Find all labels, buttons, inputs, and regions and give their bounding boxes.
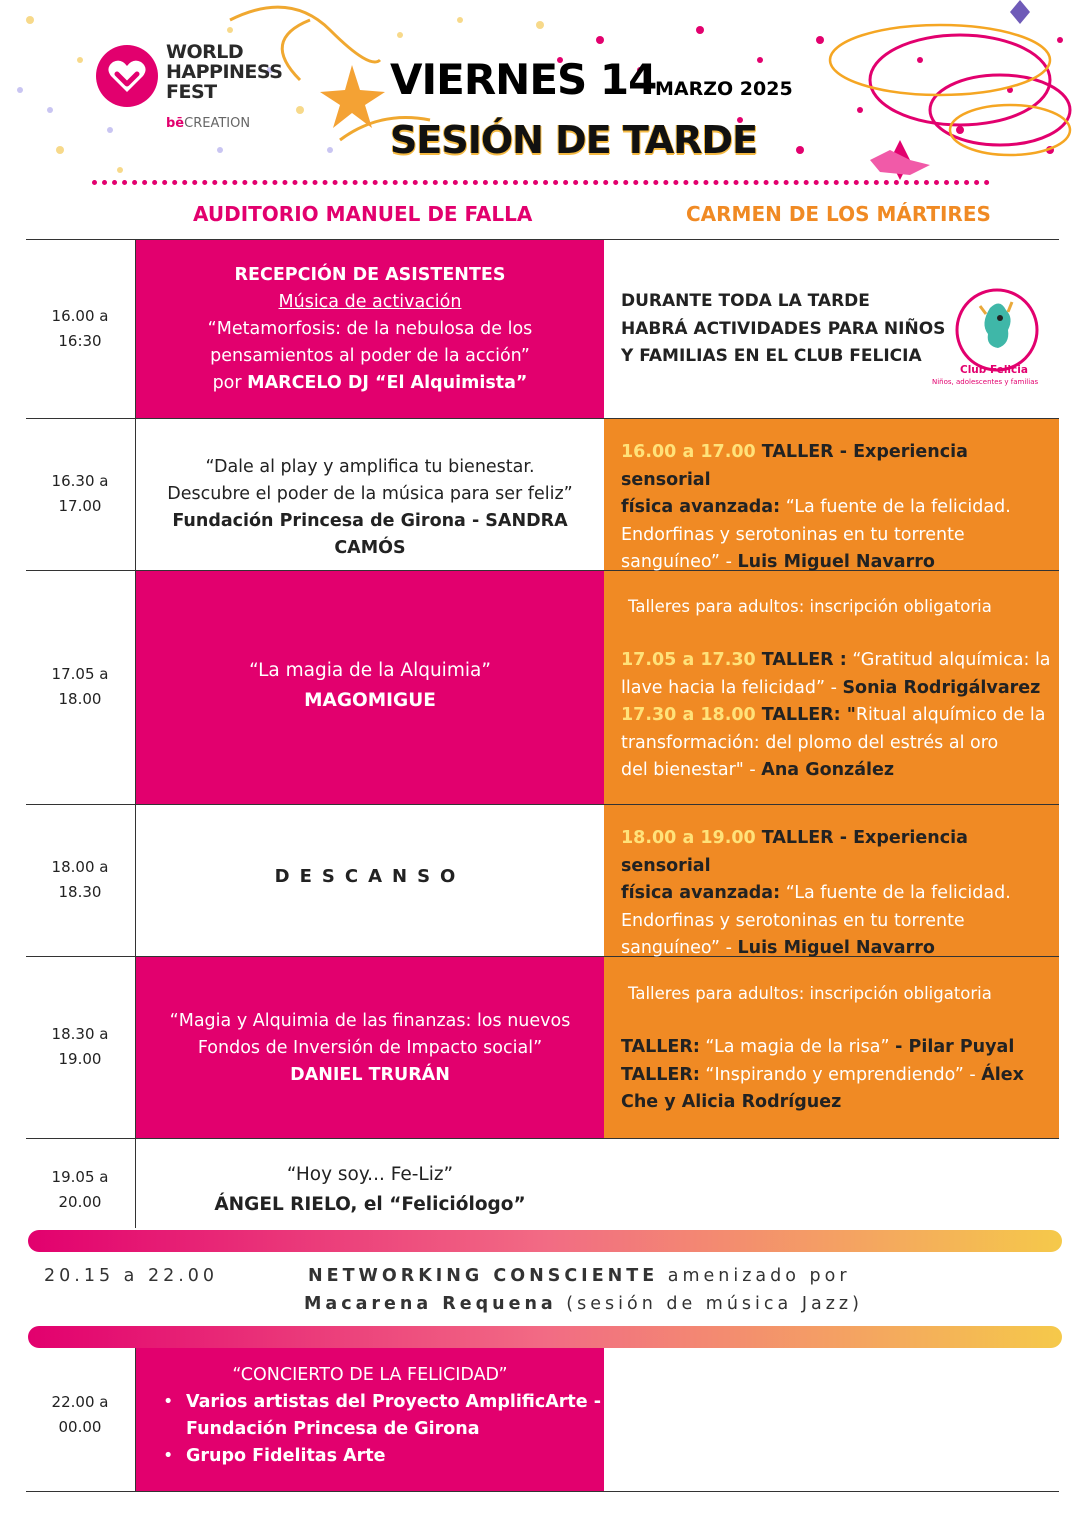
speaker-name: Álex	[981, 1064, 1024, 1085]
workshop-time: 16.00 a 17.00	[621, 442, 756, 462]
column-header-left: AUDITORIO MANUEL DE FALLA	[193, 202, 533, 226]
time-end: 20.00	[58, 1193, 102, 1211]
workshop-label: TALLER:	[621, 1037, 700, 1057]
dotted-divider	[92, 180, 990, 185]
time-end: 18.30	[58, 883, 102, 901]
note-line: DURANTE TODA LA TARDE	[621, 291, 870, 311]
session-title: “Hoy soy... Fe-Liz”	[286, 1164, 454, 1185]
time-end: 19.00	[58, 1050, 102, 1068]
adult-workshop-note: Talleres para adultos: inscripción obligatoria	[628, 597, 992, 616]
time-start: 18.00 a	[51, 858, 109, 876]
workshop-text: Endorfinas y serotoninas en tu torrente	[621, 524, 965, 545]
logo-line3: FEST	[166, 81, 217, 103]
logo-line2: HAPPINESS	[166, 61, 283, 83]
concert-item	[136, 1389, 604, 1443]
column-header-right: CARMEN DE LOS MÁRTIRES	[686, 202, 991, 226]
time-start: 19.05 a	[51, 1168, 109, 1186]
speaker-name: Sonia Rodrigálvarez	[842, 677, 1041, 698]
day-title: VIERNES 14	[390, 55, 657, 104]
time-slot	[26, 469, 134, 519]
speaker-name: Ana González	[761, 760, 895, 780]
gradient-divider	[28, 1326, 1062, 1348]
workshop-label: TALLER - Experiencia sensorial	[621, 442, 968, 490]
table-rule	[26, 418, 1059, 419]
concert-item-text: Fundación Princesa de Girona	[186, 1419, 480, 1439]
sponsor-logo	[166, 116, 250, 131]
table-rule	[26, 1138, 1059, 1139]
session-title: “La magia de la Alquimia”	[249, 660, 491, 681]
table-rule	[26, 239, 1059, 240]
note-line: Y FAMILIAS EN EL CLUB FELICIA	[621, 346, 922, 366]
workshop-text: “Inspirando y emprendiendo” -	[699, 1064, 982, 1085]
session-text: “Dale al play y amplifica tu bienestar.	[205, 457, 535, 477]
time-end: 18.00	[58, 690, 102, 708]
time-slot	[26, 662, 134, 712]
workshop-text: del bienestar" -	[621, 760, 762, 780]
workshop-text: “La fuente de la felicidad.	[780, 497, 1011, 517]
networking-text: (sesión de música Jazz)	[556, 1294, 863, 1314]
heart-logo-icon	[95, 44, 159, 108]
session-subtitle: Música de activación	[278, 292, 462, 312]
workshop-fuente-felicidad-2	[621, 825, 1051, 963]
workshop-text: “La fuente de la felicidad.	[780, 883, 1011, 903]
networking-title: NETWORKING CONSCIENTE	[308, 1266, 659, 1286]
workshop-label: TALLER: "	[755, 705, 856, 725]
speaker-name: ÁNGEL RIELO, el “Feliciólogo”	[214, 1194, 526, 1215]
time-start: 22.00 a	[51, 1393, 109, 1411]
session-text: pensamientos al poder de la acción”	[210, 346, 530, 366]
note-line: HABRÁ ACTIVIDADES PARA NIÑOS	[621, 318, 946, 339]
time-slot	[26, 1022, 134, 1072]
time-start: 17.05 a	[51, 665, 109, 683]
workshop-time: 17.30 a 18.00	[621, 705, 756, 725]
speaker-name: Luis Miguel Navarro	[737, 552, 935, 572]
session-text: “Metamorfosis: de la nebulosa de los	[207, 319, 533, 339]
session-finanzas	[136, 1008, 604, 1089]
concert-title: “CONCIERTO DE LA FELICIDAD”	[232, 1365, 508, 1385]
networking-line-1	[308, 1266, 851, 1286]
time-slot	[26, 304, 134, 354]
time-slot	[26, 1165, 134, 1215]
speaker-name: Fundación Princesa de Girona - SANDRA CAMÓS	[172, 511, 568, 558]
workshop-label: física avanzada:	[621, 883, 781, 903]
workshop-label: física avanzada:	[621, 497, 781, 517]
workshops-risa	[621, 1034, 1053, 1117]
speaker-name: MARCELO DJ “El Alquimista”	[247, 373, 528, 393]
time-slot	[26, 1390, 134, 1440]
workshop-label: TALLER :	[755, 650, 847, 670]
club-name: Club Felicia	[960, 364, 1028, 376]
speaker-name: Che y Alicia Rodríguez	[621, 1092, 842, 1112]
sponsor-brand: bē	[166, 116, 185, 131]
networking-text: amenizado por	[658, 1266, 851, 1286]
gradient-divider	[28, 1230, 1062, 1252]
session-title: SESIÓN DE TARDE	[390, 118, 758, 162]
workshop-text: Endorfinas y serotoninas en tu torrente	[621, 910, 965, 931]
workshop-text: “Gratitud alquímica: la	[846, 650, 1051, 670]
table-rule	[26, 1491, 1059, 1492]
concert-session	[136, 1362, 604, 1470]
concert-item-text: Grupo Fidelitas Arte	[186, 1446, 386, 1466]
session-dale-al-play	[136, 454, 604, 562]
time-end: 00.00	[58, 1418, 102, 1436]
concert-item	[136, 1443, 604, 1470]
time-slot	[26, 855, 134, 905]
time-start: 16.30 a	[51, 472, 109, 490]
session-fe-liz	[136, 1160, 604, 1220]
speaker-name: - Pilar Puyal	[895, 1037, 1015, 1057]
session-text: Descubre el poder de la música para ser feliz”	[167, 484, 573, 504]
workshop-time: 17.05 a 17.30	[621, 650, 756, 670]
workshop-text: “La magia de la risa”	[699, 1037, 896, 1057]
session-text: Fondos de Inversión de Impacto social”	[197, 1038, 543, 1058]
time-start: 18.30 a	[51, 1025, 109, 1043]
workshop-fuente-felicidad	[621, 439, 1051, 577]
logo-line1: WORLD	[166, 41, 244, 63]
club-subtitle: Niños, adolescentes y familias	[932, 378, 1039, 386]
family-activities-note	[621, 288, 945, 371]
speaker-name: DANIEL TRURÁN	[290, 1065, 450, 1085]
adult-workshop-note: Talleres para adultos: inscripción obligatoria	[628, 984, 992, 1003]
time-start: 16.00 a	[51, 307, 109, 325]
networking-line-2	[304, 1294, 863, 1314]
workshop-text: Ritual alquímico de la	[855, 705, 1046, 725]
bullet-icon: •	[163, 1446, 174, 1466]
session-recepcion	[136, 262, 604, 397]
break-label: DESCANSO	[274, 866, 466, 887]
session-text: por	[212, 373, 248, 393]
workshop-time: 18.00 a 19.00	[621, 828, 756, 848]
speaker-name: MAGOMIGUE	[304, 690, 436, 711]
concert-item-text: Varios artistas del Proyecto AmplificArte -	[186, 1392, 601, 1412]
workshop-text: transformación: del plomo del estrés al oro	[621, 732, 999, 753]
session-title: RECEPCIÓN DE ASISTENTES	[234, 265, 506, 285]
workshop-text: sanguíneo” -	[621, 552, 738, 572]
month-label: MARZO 2025	[655, 78, 793, 100]
workshop-label: TALLER:	[621, 1064, 700, 1085]
session-magia-alquimia	[136, 656, 604, 716]
time-end: 16:30	[58, 332, 102, 350]
session-text: “Magia y Alquimia de las finanzas: los nuevos	[169, 1011, 571, 1031]
workshops-alquimicos	[621, 647, 1053, 785]
performer-name: Macarena Requena	[304, 1294, 557, 1314]
time-end: 17.00	[58, 497, 102, 515]
workshop-text: sanguíneo” -	[621, 938, 738, 958]
workshop-text: llave hacia la felicidad” -	[621, 677, 843, 698]
speaker-name: Luis Miguel Navarro	[737, 938, 935, 958]
bullet-icon: •	[163, 1392, 174, 1412]
workshop-label: TALLER - Experiencia sensorial	[621, 828, 968, 876]
networking-time: 20.15 a 22.00	[44, 1266, 219, 1286]
festival-logo-text	[166, 42, 282, 102]
sponsor-text: CREATION	[184, 116, 251, 131]
table-rule	[26, 804, 1059, 805]
